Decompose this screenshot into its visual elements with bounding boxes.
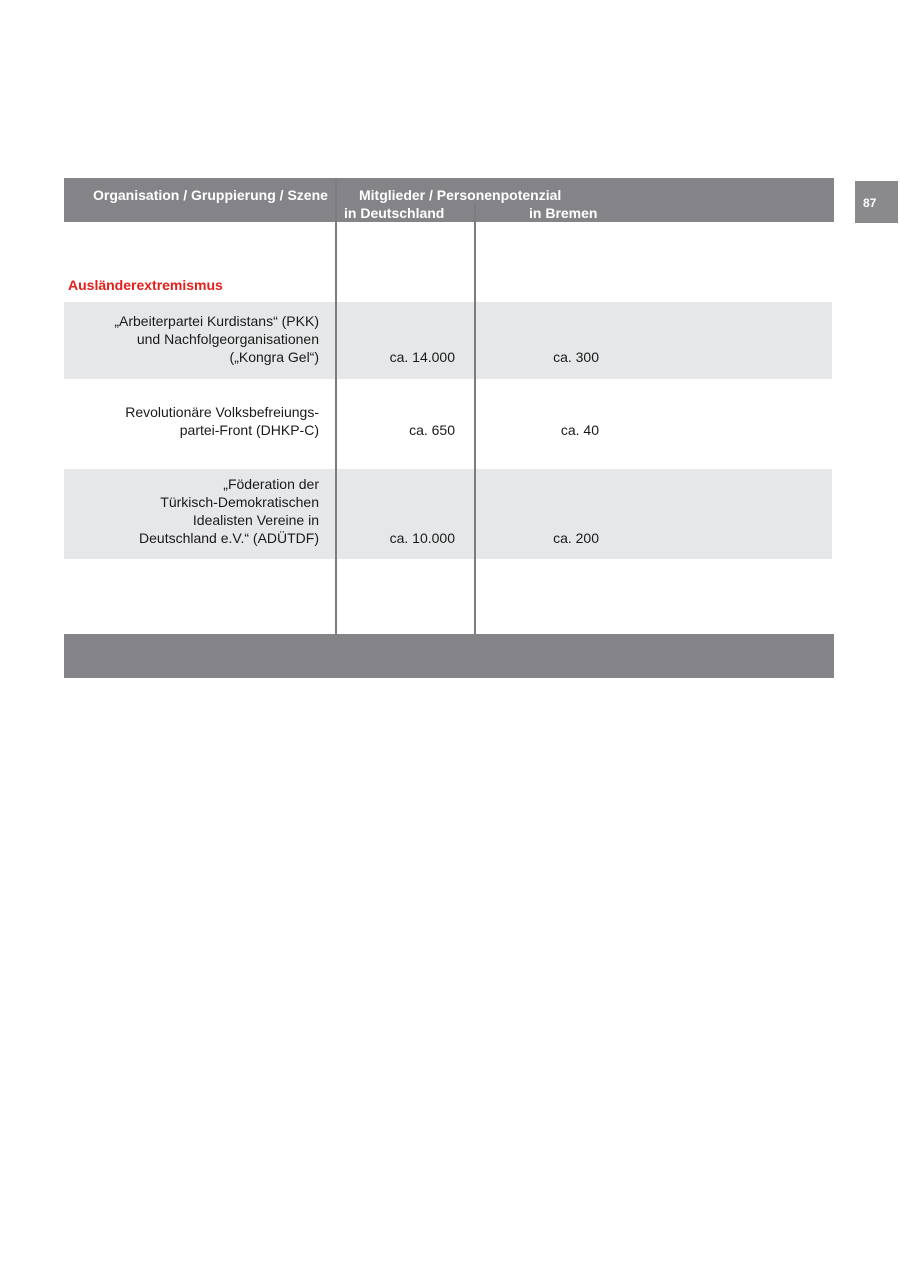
org-line: partei-Front (DHKP-C) <box>179 422 319 438</box>
header-organisation: Organisation / Gruppierung / Szene <box>93 187 328 203</box>
row-organisation <box>114 312 319 366</box>
column-divider <box>335 178 337 634</box>
table-row <box>64 302 832 379</box>
org-line: Deutschland e.V.“ (ADÜTDF) <box>139 530 319 546</box>
page-number: 87 <box>863 196 877 210</box>
table-row <box>64 379 832 469</box>
table-row <box>64 469 832 559</box>
row-bremen-count: ca. 300 <box>553 349 599 365</box>
org-line: Türkisch-Demokratischen <box>160 494 319 510</box>
membership-table <box>64 178 834 678</box>
header-col-germany: in Deutschland <box>344 205 445 221</box>
org-line: „Föderation der <box>223 476 319 492</box>
row-organisation <box>139 475 319 547</box>
column-divider <box>474 204 476 634</box>
header-col-bremen: in Bremen <box>529 205 598 221</box>
org-line: Revolutionäre Volksbefreiungs- <box>125 404 319 420</box>
row-organisation <box>125 403 319 439</box>
org-line: und Nachfolgeorganisationen <box>136 331 319 347</box>
section-title: Ausländerextremismus <box>68 277 223 293</box>
row-germany-count: ca. 14.000 <box>389 349 455 365</box>
row-germany-count: ca. 650 <box>409 422 455 438</box>
row-bremen-count: ca. 200 <box>553 530 599 546</box>
org-line: Idealisten Vereine in <box>192 512 319 528</box>
header-members: Mitglieder / Personenpotenzial <box>359 187 562 203</box>
row-bremen-count: ca. 40 <box>560 422 599 438</box>
org-line: „Arbeiterpartei Kurdistans“ (PKK) <box>114 313 319 329</box>
page-number-tab <box>855 181 898 223</box>
row-germany-count: ca. 10.000 <box>389 530 455 546</box>
org-line: („Kongra Gel“) <box>229 349 319 365</box>
table-footer <box>64 634 834 678</box>
